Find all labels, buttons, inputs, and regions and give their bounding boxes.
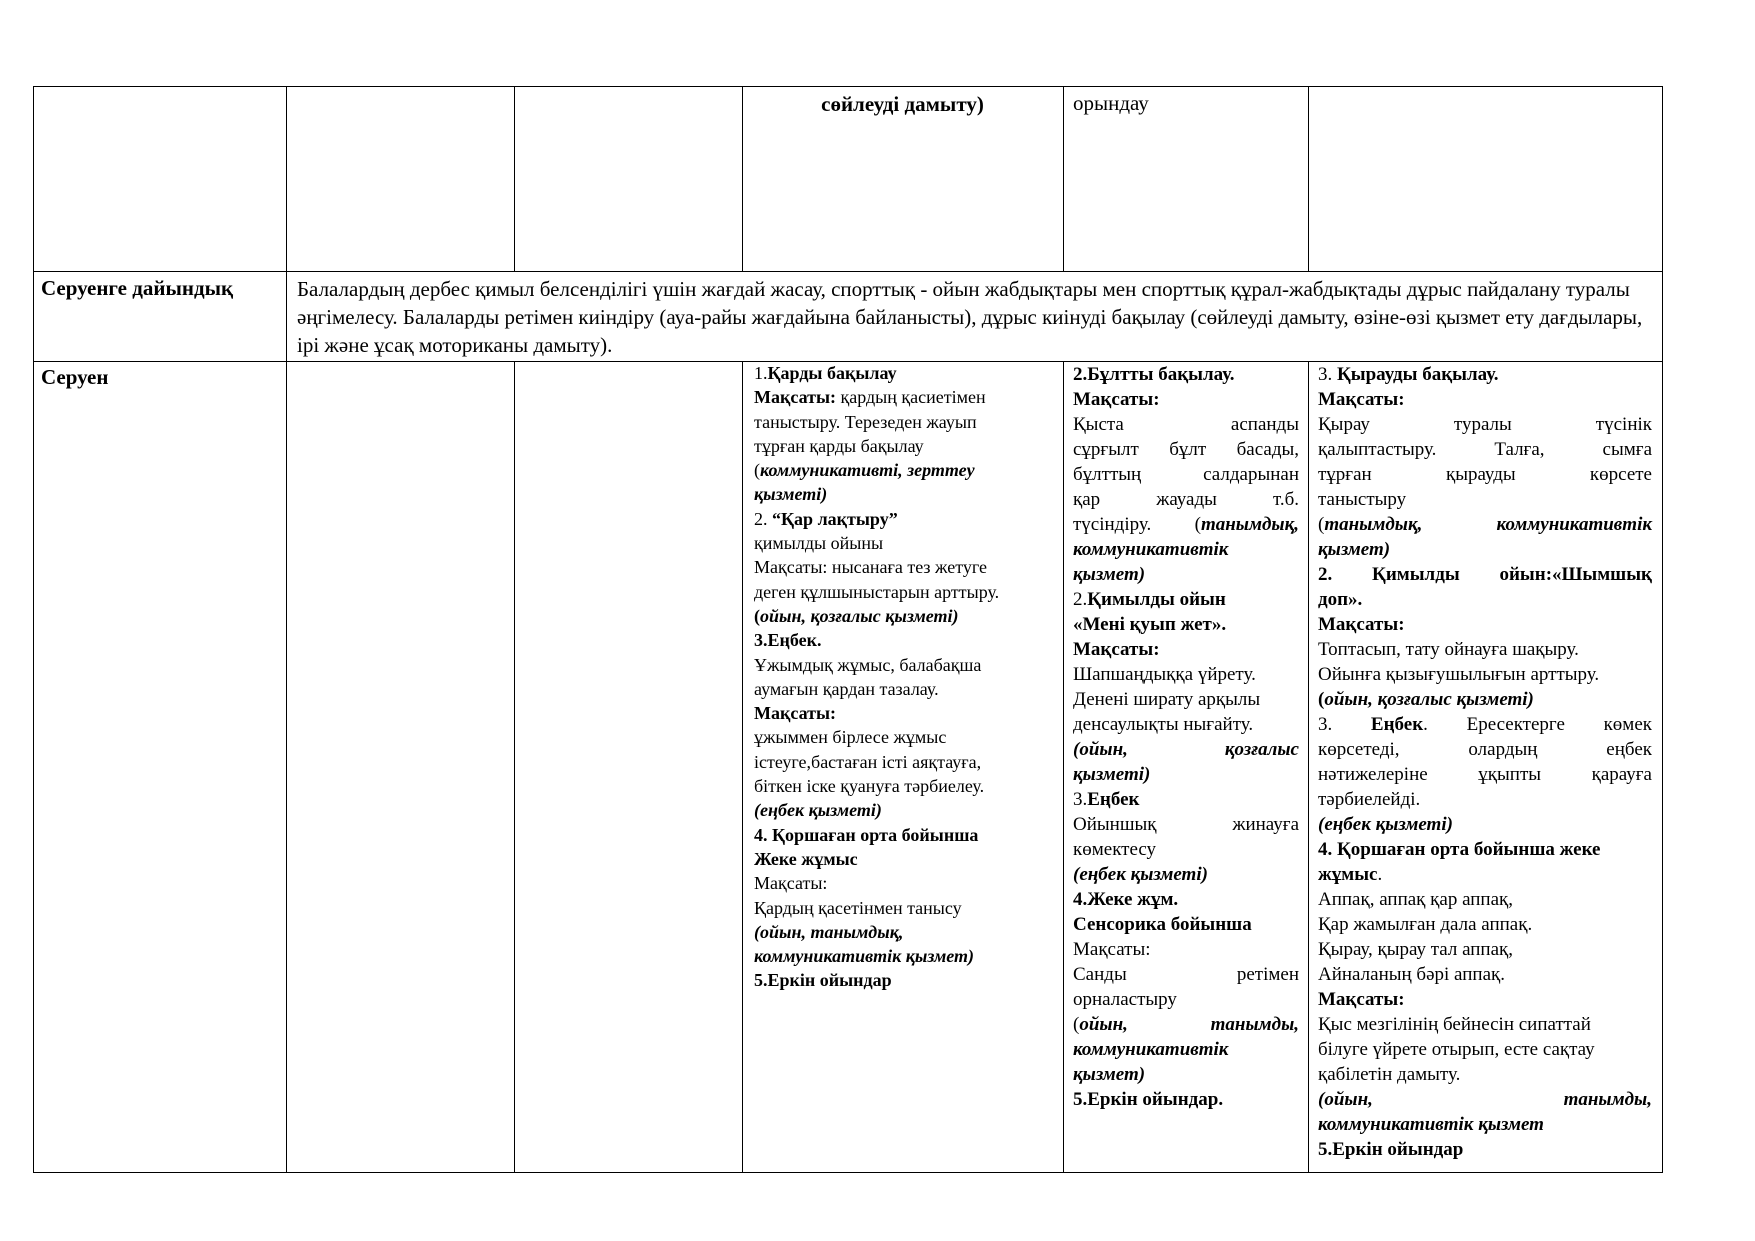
walk-col4-content — [754, 361, 1056, 993]
text-run: танымдық, — [1200, 514, 1299, 535]
text-line: қызметі) — [1073, 764, 1151, 785]
column-divider — [514, 361, 515, 1173]
text-line: қалыптастыру. Талға, сымға — [1318, 439, 1652, 460]
text-line: Мақсаты: — [1073, 389, 1160, 410]
text-line: 4. Қоршаған орта бойынша жеке — [1318, 839, 1601, 860]
text-run: ойын, танымды, — [1079, 1014, 1299, 1035]
text-run: Қырауды бақылау. — [1337, 364, 1499, 385]
text-line: істеуге,бастаған істі аяқтауға, — [754, 751, 982, 772]
text-run: ( — [1318, 514, 1325, 535]
text-run: ойын, қозғалыс қызметі) — [760, 605, 959, 626]
text-line: қызметі) — [754, 484, 828, 505]
text-line: Қыс мезгілінің бейнесін сипаттай — [1318, 1014, 1591, 1035]
walk-col6-content — [1318, 362, 1652, 1162]
text-line: Мақсаты: — [1318, 614, 1405, 635]
row-divider — [33, 271, 1663, 272]
text-run: 2. — [754, 508, 772, 529]
column-divider — [1308, 361, 1309, 1173]
text-run: Еңбек — [1087, 789, 1140, 810]
text-line: коммуникативтік — [1073, 539, 1229, 560]
text-line: тәрбиелейді. — [1318, 789, 1421, 810]
text-line: Денені ширату арқылы — [1073, 689, 1261, 710]
text-line: Қыста аспанды — [1073, 414, 1299, 435]
row1-col4-text: сөйлеуді дамыту) — [821, 92, 984, 116]
text-run: Мақсаты: — [754, 387, 836, 408]
text-line: Сенсорика бойынша — [1073, 914, 1252, 935]
column-divider — [514, 86, 515, 271]
text-line: қызмет) — [1073, 1064, 1146, 1085]
text-run: коммуникативті, зерттеу — [760, 460, 975, 481]
text-line: 5.Еркін ойындар — [754, 970, 892, 991]
text-line: Ойыншық жинауға — [1073, 814, 1299, 835]
text-line: коммуникативтік қызмет — [1318, 1114, 1544, 1135]
text-run: ойын, қозғалыс қызметі) — [1324, 689, 1534, 710]
text-line: 4. Қоршаған орта бойынша — [754, 824, 979, 845]
text-line: (еңбек қызметі) — [754, 800, 882, 821]
text-run: 1. — [754, 363, 768, 383]
text-run: қардың қасиетімен — [836, 387, 986, 408]
text-line: сұрғылт бұлт басады, — [1073, 439, 1299, 460]
text-line: Мақсаты: — [754, 873, 828, 894]
text-line: Ұжымдық жұмыс, балабақша — [754, 654, 982, 675]
text-line: қабілетін дамыту. — [1318, 1064, 1461, 1085]
text-line: Мақсаты: — [1073, 639, 1160, 660]
text-line: таныстыру — [1318, 489, 1407, 510]
table-border-bottom — [33, 1172, 1663, 1173]
column-divider — [742, 361, 743, 1173]
text-line: қар жауады т.б. — [1073, 489, 1299, 510]
text-run: Қарды бақылау — [767, 363, 897, 383]
column-divider — [1063, 86, 1064, 271]
text-line: коммуникативтік — [1073, 1039, 1229, 1060]
text-run: 3. — [1073, 789, 1088, 810]
text-line: орналастыру — [1073, 989, 1177, 1010]
text-run: Қимылды ойын — [1087, 589, 1226, 610]
text-line: Аппақ, аппақ қар аппақ, — [1318, 889, 1514, 910]
text-line: қызмет) — [1073, 564, 1146, 585]
text-run: . — [1377, 864, 1383, 885]
text-run: 2. — [1073, 589, 1088, 610]
text-line: таныстыру. Терезеден жауып — [754, 411, 977, 432]
column-divider — [286, 86, 287, 1173]
text-line: Мақсаты: — [1318, 389, 1405, 410]
text-line: білуге үйрете отырып, есте сақтау — [1318, 1039, 1595, 1060]
text-run: Еңбек — [1370, 714, 1424, 735]
text-run: танымдық, коммуникативтік — [1324, 514, 1652, 535]
text-line: бұлттың салдарынан — [1073, 464, 1299, 485]
text-run: 3. — [1318, 364, 1337, 385]
text-line: 5.Еркін ойындар. — [1073, 1089, 1224, 1110]
text-line: Айналаның бәрі аппақ. — [1318, 964, 1505, 985]
text-line: доп». — [1318, 589, 1363, 610]
text-run: ( — [754, 460, 760, 481]
text-line: көрсетеді, олардың еңбек — [1318, 739, 1652, 760]
text-line: денсаулықты нығайту. — [1073, 714, 1254, 735]
column-divider — [1063, 361, 1064, 1173]
text-line: «Мені қуып жет». — [1073, 614, 1227, 635]
text-run: ( — [1318, 689, 1325, 710]
text-line: деген құлшыныстарын арттыру. — [754, 581, 1000, 602]
text-line: нәтижелеріне ұқыпты қарауға — [1318, 764, 1652, 785]
text-run: . Ересектерге көмек — [1423, 714, 1652, 735]
text-run: 3. — [1318, 714, 1371, 735]
text-line: ұжыммен бірлесе жұмыс — [754, 727, 947, 748]
walk-prep-text: Балалардың дербес қимыл белсенділігі үшін жағдай жасау, спорттық - ойын жабдықтары мен спорттық құрал-жабдықтады дұрыс пайдалану туралы әңгімелесу. Балаларды ретімен киіндіру (ауа-райы жағдайына байланысты), дұрыс киінуді бақылау (сөйлеуді дамыту, өзіне-өзі қызмет ету дағдылары, ірі және ұсақ моториканы дамыту). — [297, 277, 1643, 357]
text-line: Шапшаңдыққа үйрету. — [1073, 664, 1256, 685]
column-divider — [1308, 86, 1309, 271]
table-border-left — [33, 86, 34, 1173]
text-line: 3.Еңбек. — [754, 630, 822, 651]
walk-label: Серуен — [41, 365, 109, 389]
text-line: (ойын, танымдық, — [754, 921, 904, 942]
text-line: Мақсаты: — [754, 703, 836, 724]
text-line: 5.Еркін ойындар — [1318, 1139, 1464, 1160]
table-border-right — [1662, 86, 1663, 1173]
text-line: (ойын, қозғалыс — [1073, 739, 1299, 760]
text-line: коммуникативтік қызмет) — [754, 946, 975, 967]
text-line: Ойынға қызығушылығын арттыру. — [1318, 664, 1600, 685]
text-line: тұрған қарды бақылау — [754, 435, 924, 456]
text-line: 2. Қимылды ойын:«Шымшық — [1318, 564, 1652, 585]
text-line: Мақсаты: — [1073, 939, 1151, 960]
text-line: 2.Бұлтты бақылау. — [1073, 364, 1235, 385]
text-line: Жеке жұмыс — [754, 848, 858, 869]
text-run: ( — [1073, 1014, 1080, 1035]
text-line: (еңбек қызметі) — [1073, 864, 1208, 885]
text-line: Қырау туралы түсінік — [1318, 414, 1652, 435]
text-run: жұмыс — [1318, 864, 1378, 885]
text-line: көмектесу — [1073, 839, 1157, 860]
text-line: қызмет) — [1318, 539, 1391, 560]
text-line: Мақсаты: нысанаға тез жетуге — [754, 557, 987, 578]
text-line: (еңбек қызметі) — [1318, 814, 1453, 835]
text-line: Қар жамылған дала аппақ. — [1318, 914, 1533, 935]
text-line: қимылды ойыны — [754, 533, 884, 554]
text-line: тұрған қырауды көрсете — [1318, 464, 1652, 485]
text-line: аумағын қардан тазалау. — [754, 678, 939, 699]
text-line: Мақсаты: — [1318, 989, 1405, 1010]
text-line: 4.Жеке жұм. — [1073, 889, 1179, 910]
text-line: Топтасып, тату ойнауға шақыру. — [1318, 639, 1579, 660]
text-line: біткен іске қуануға тәрбиелеу. — [754, 776, 985, 797]
walk-col5-content — [1073, 362, 1299, 1112]
text-line: Қардың қасетінмен танысу — [754, 897, 962, 918]
row1-col5-text: орындау — [1073, 91, 1149, 115]
table-border-top — [33, 86, 1663, 87]
text-line: Қырау, қырау тал аппақ, — [1318, 939, 1514, 960]
text-run: ( — [754, 605, 760, 626]
text-line: (ойын, танымды, — [1318, 1089, 1652, 1110]
text-line: Санды ретімен — [1073, 964, 1299, 985]
text-run: түсіндіру. ( — [1073, 514, 1201, 535]
text-run: “Қар лақтыру” — [772, 508, 898, 529]
walk-prep-label: Серуенге дайындық — [41, 276, 234, 300]
